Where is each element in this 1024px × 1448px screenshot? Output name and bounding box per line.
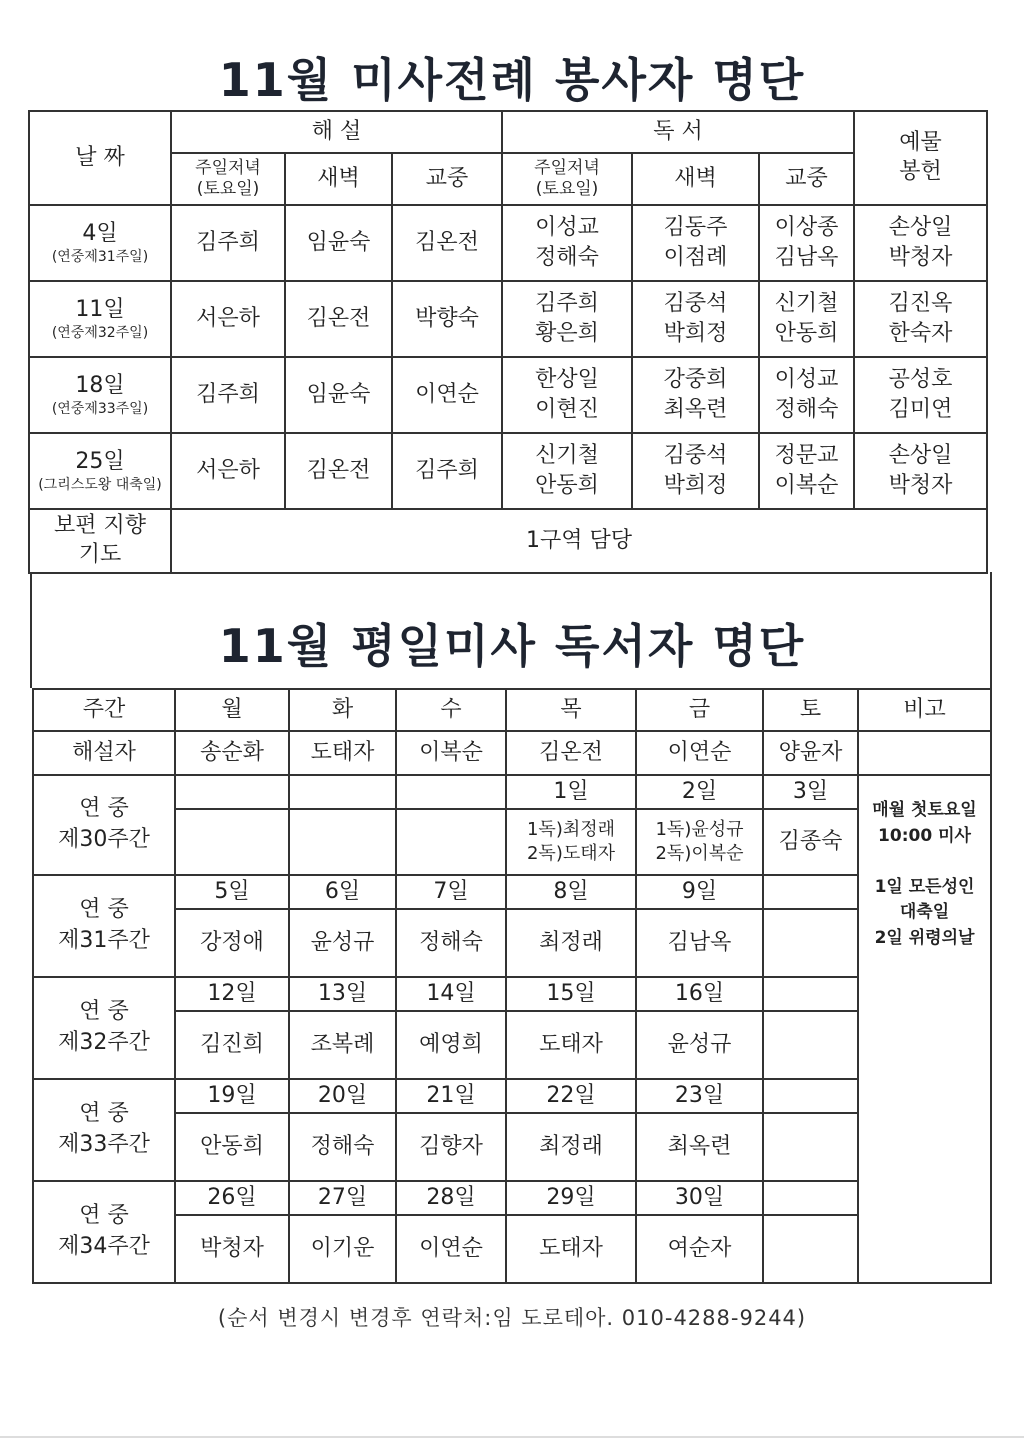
table-row <box>29 281 987 357</box>
commentary-header: 해 설 <box>171 111 502 153</box>
liturgy-volunteer-table <box>28 110 988 574</box>
commentary-saturday: 서은하 <box>171 433 285 509</box>
reader-cell: 김남옥 <box>636 909 763 977</box>
prayer-value: 1구역 담당 <box>171 509 987 573</box>
mon-header: 월 <box>175 689 289 731</box>
reading-dawn: 김중석 박희정 <box>632 433 759 509</box>
date-cell <box>175 775 289 809</box>
date-cell: 22일 <box>506 1079 636 1113</box>
note-empty <box>858 977 991 1283</box>
commentary-main-header: 교중 <box>392 153 502 205</box>
reader-cell: 윤성규 <box>636 1011 763 1079</box>
reading-saturday-header: 주일저녁 (토요일) <box>502 153 632 205</box>
date-cell: 23일 <box>636 1079 763 1113</box>
reader-cell: 박청자 <box>175 1215 289 1283</box>
commentary-saturday-header: 주일저녁 (토요일) <box>171 153 285 205</box>
commentary-dawn: 김온전 <box>285 433 392 509</box>
reader-cell: 여순자 <box>636 1215 763 1283</box>
offering: 손상일 박청자 <box>854 433 987 509</box>
reader-cell: 김진희 <box>175 1011 289 1079</box>
week-label: 연 중 제31주간 <box>33 875 175 977</box>
note-cell: 매월 첫토요일 10:00 미사 1일 모든성인 대축일 2일 위령의날 <box>858 775 991 977</box>
reader-cell: 강정애 <box>175 909 289 977</box>
reader-cell: 최옥련 <box>636 1113 763 1181</box>
week-label: 연 중 제30주간 <box>33 775 175 875</box>
scan-edge <box>0 1436 1024 1438</box>
reading-saturday: 김주희 황은희 <box>502 281 632 357</box>
commentator-wed: 이복순 <box>396 731 506 775</box>
date-cell: 29일 <box>506 1181 636 1215</box>
reader-cell <box>763 1113 858 1181</box>
weekday-reader-table <box>32 688 992 1284</box>
reading-main-header: 교중 <box>759 153 854 205</box>
offering: 김진옥 한숙자 <box>854 281 987 357</box>
commentary-main: 이연순 <box>392 357 502 433</box>
reader-cell <box>763 1215 858 1283</box>
reader-cell: 조복례 <box>289 1011 396 1079</box>
reader-cell: 이연순 <box>396 1215 506 1283</box>
date-cell: 11일 (연중제32주일) <box>29 281 171 357</box>
reader-cell: 정해숙 <box>289 1113 396 1181</box>
reader-cell <box>289 809 396 875</box>
date-cell: 2일 <box>636 775 763 809</box>
commentator-label: 해설자 <box>33 731 175 775</box>
reading-saturday: 이성교 정해숙 <box>502 205 632 281</box>
week-label: 연 중 제33주간 <box>33 1079 175 1181</box>
reading-main: 이상종 김남옥 <box>759 205 854 281</box>
date-cell: 15일 <box>506 977 636 1011</box>
date-cell: 12일 <box>175 977 289 1011</box>
section-title: 11월 평일미사 독서자 명단 <box>218 619 806 673</box>
date-cell: 9일 <box>636 875 763 909</box>
date-cell: 3일 <box>763 775 858 809</box>
commentary-dawn: 김온전 <box>285 281 392 357</box>
date-cell <box>763 875 858 909</box>
date-cell: 14일 <box>396 977 506 1011</box>
reader-cell <box>763 1011 858 1079</box>
reader-cell: 김향자 <box>396 1113 506 1181</box>
reading-dawn: 강중희 최옥련 <box>632 357 759 433</box>
date-cell: 25일 (그리스도왕 대축일) <box>29 433 171 509</box>
commentary-saturday: 서은하 <box>171 281 285 357</box>
date-cell: 20일 <box>289 1079 396 1113</box>
date-cell: 27일 <box>289 1181 396 1215</box>
sat-header: 토 <box>763 689 858 731</box>
reading-dawn: 김중석 박희정 <box>632 281 759 357</box>
week-label: 연 중 제32주간 <box>33 977 175 1079</box>
commentator-tue: 도태자 <box>289 731 396 775</box>
date-cell <box>396 775 506 809</box>
table-row <box>29 433 987 509</box>
commentary-main: 김주희 <box>392 433 502 509</box>
commentary-main: 박향숙 <box>392 281 502 357</box>
reader-cell: 안동희 <box>175 1113 289 1181</box>
reader-cell <box>396 809 506 875</box>
date-cell: 19일 <box>175 1079 289 1113</box>
page-title: 11월 미사전례 봉사자 명단 <box>218 53 806 107</box>
reader-cell: 도태자 <box>506 1215 636 1283</box>
reader-cell: 최정래 <box>506 1113 636 1181</box>
date-cell <box>289 775 396 809</box>
date-cell <box>763 1181 858 1215</box>
reader-cell: 최정래 <box>506 909 636 977</box>
commentary-main: 김온전 <box>392 205 502 281</box>
date-cell: 8일 <box>506 875 636 909</box>
date-cell: 21일 <box>396 1079 506 1113</box>
reading-dawn-header: 새벽 <box>632 153 759 205</box>
tue-header: 화 <box>289 689 396 731</box>
commentator-sat: 양윤자 <box>763 731 858 775</box>
commentary-saturday: 김주희 <box>171 357 285 433</box>
reading-saturday: 한상일 이현진 <box>502 357 632 433</box>
note-header: 비고 <box>858 689 991 731</box>
reader-cell: 김종숙 <box>763 809 858 875</box>
reading-dawn: 김동주 이점례 <box>632 205 759 281</box>
date-cell: 30일 <box>636 1181 763 1215</box>
reader-cell: 윤성규 <box>289 909 396 977</box>
date-header: 날 짜 <box>29 111 171 205</box>
reader-cell: 정해숙 <box>396 909 506 977</box>
reading-main: 신기철 안동희 <box>759 281 854 357</box>
reader-cell: 예영희 <box>396 1011 506 1079</box>
date-cell: 16일 <box>636 977 763 1011</box>
fri-header: 금 <box>636 689 763 731</box>
commentator-thu: 김온전 <box>506 731 636 775</box>
commentary-dawn: 임윤숙 <box>285 357 392 433</box>
prayer-label: 보편 지향 기도 <box>29 509 171 573</box>
date-cell: 18일 (연중제33주일) <box>29 357 171 433</box>
date-cell: 1일 <box>506 775 636 809</box>
commentator-note <box>858 731 991 775</box>
week-label: 연 중 제34주간 <box>33 1181 175 1283</box>
wed-header: 수 <box>396 689 506 731</box>
offering-header: 예물 봉헌 <box>854 111 987 205</box>
date-cell <box>763 1079 858 1113</box>
commentator-mon: 송순화 <box>175 731 289 775</box>
commentary-dawn: 임윤숙 <box>285 205 392 281</box>
reader-cell <box>763 909 858 977</box>
reader-cell <box>175 809 289 875</box>
thu-header: 목 <box>506 689 636 731</box>
contact-footer: (순서 변경시 변경후 연락처:임 도로테아. 010-4288-9244) <box>217 1306 807 1330</box>
date-cell <box>763 977 858 1011</box>
reading-main: 정문교 이복순 <box>759 433 854 509</box>
reader-cell: 1독)최정래 2독)도태자 <box>506 809 636 875</box>
reading-main: 이성교 정해숙 <box>759 357 854 433</box>
table-row <box>29 205 987 281</box>
date-cell: 5일 <box>175 875 289 909</box>
week-header: 주간 <box>33 689 175 731</box>
date-cell: 4일 (연중제31주일) <box>29 205 171 281</box>
date-cell: 13일 <box>289 977 396 1011</box>
reading-saturday: 신기철 안동희 <box>502 433 632 509</box>
commentary-saturday: 김주희 <box>171 205 285 281</box>
table-row <box>29 357 987 433</box>
reader-cell: 1독)윤성규 2독)이복순 <box>636 809 763 875</box>
offering: 손상일 박청자 <box>854 205 987 281</box>
reader-cell: 도태자 <box>506 1011 636 1079</box>
offering: 공성호 김미연 <box>854 357 987 433</box>
reader-cell: 이기운 <box>289 1215 396 1283</box>
commentary-dawn-header: 새벽 <box>285 153 392 205</box>
date-cell: 6일 <box>289 875 396 909</box>
reading-header: 독 서 <box>502 111 854 153</box>
date-cell: 26일 <box>175 1181 289 1215</box>
date-cell: 7일 <box>396 875 506 909</box>
commentator-fri: 이연순 <box>636 731 763 775</box>
date-cell: 28일 <box>396 1181 506 1215</box>
